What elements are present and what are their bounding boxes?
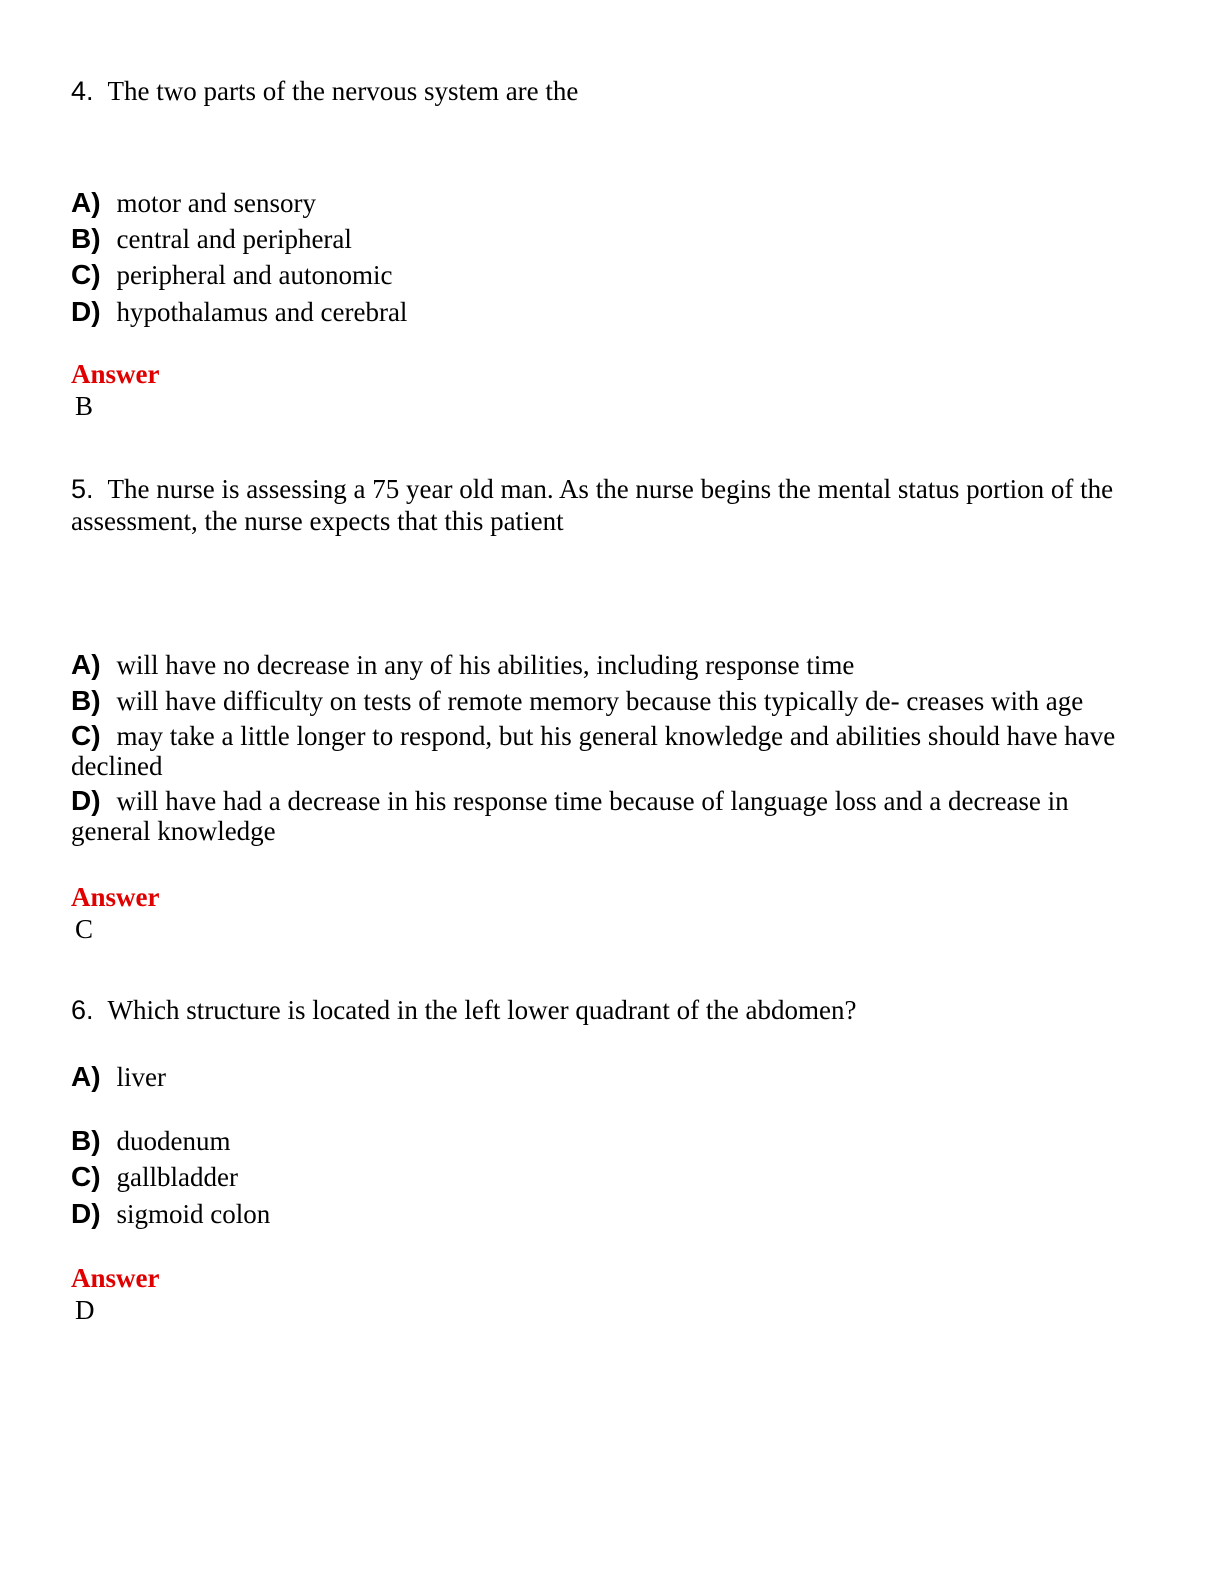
option-text: may take a little longer to respond, but his general knowledge and abilities should have have declined: [71, 721, 1116, 781]
option-letter: B): [71, 223, 101, 254]
question-stem: [71, 75, 1151, 107]
option-letter: B): [71, 685, 101, 716]
answer-value: B: [75, 391, 94, 421]
question-number: 5.: [71, 474, 94, 504]
option-d: [71, 297, 1141, 327]
option-letter: D): [71, 785, 101, 816]
option-b: [71, 686, 1141, 716]
option-text: gallbladder: [116, 1162, 238, 1192]
option-a: [71, 1062, 1141, 1092]
option-text: hypothalamus and cerebral: [116, 297, 408, 327]
option-text: peripheral and autonomic: [116, 260, 393, 290]
option-letter: C): [71, 259, 101, 290]
option-d: [71, 1199, 1141, 1229]
option-text: will have had a decrease in his response time because of language loss and a decrease in general knowledge: [71, 786, 1069, 846]
option-text: will have no decrease in any of his abilities, including response time: [116, 650, 855, 680]
option-letter: A): [71, 187, 101, 218]
option-c: [71, 260, 1141, 290]
answer-label: Answer: [71, 882, 160, 912]
option-b: [71, 1126, 1141, 1156]
option-a: [71, 650, 1141, 680]
option-b: [71, 224, 1141, 254]
option-text: duodenum: [116, 1126, 231, 1156]
option-text: sigmoid colon: [116, 1199, 271, 1229]
question-text: The nurse is assessing a 75 year old man. As the nurse begins the mental status portion of the assessment, the nurse expects that this patient: [71, 474, 1114, 536]
option-letter: B): [71, 1125, 101, 1156]
question-stem: [71, 994, 1151, 1026]
option-text: motor and sensory: [116, 188, 317, 218]
answer-value: D: [75, 1295, 95, 1325]
option-letter: C): [71, 720, 101, 751]
option-text: liver: [116, 1062, 167, 1092]
answer-label: Answer: [71, 1263, 160, 1293]
question-5: [71, 473, 1151, 944]
question-number: 4.: [71, 76, 94, 106]
question-text: The two parts of the nervous system are the: [107, 76, 579, 106]
answer-value: C: [75, 914, 94, 944]
option-a: [71, 188, 1141, 218]
option-text: central and peripheral: [116, 224, 352, 254]
option-c: [71, 721, 1141, 781]
question-stem: [71, 473, 1151, 537]
question-text: Which structure is located in the left lower quadrant of the abdomen?: [107, 995, 857, 1025]
option-c: [71, 1162, 1141, 1192]
option-text: will have difficulty on tests of remote memory because this typically de- creases with age: [116, 686, 1084, 716]
option-letter: D): [71, 296, 101, 327]
answer-label: Answer: [71, 359, 160, 389]
question-4: [71, 75, 1151, 421]
question-number: 6.: [71, 995, 94, 1025]
option-letter: D): [71, 1198, 101, 1229]
option-letter: A): [71, 649, 101, 680]
question-6: [71, 994, 1151, 1325]
option-d: [71, 786, 1141, 846]
option-letter: C): [71, 1161, 101, 1192]
option-letter: A): [71, 1061, 101, 1092]
